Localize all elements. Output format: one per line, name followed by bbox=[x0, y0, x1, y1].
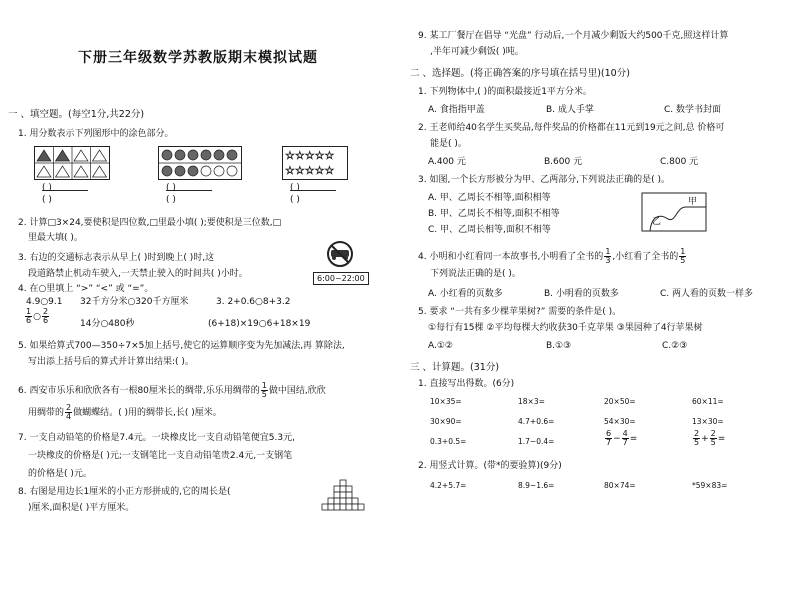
choice-5-option-a[interactable]: A.①② bbox=[428, 341, 453, 351]
q4-compare-5: 14分○480秒 bbox=[80, 319, 135, 329]
choice-5-option-b[interactable]: B.①③ bbox=[546, 341, 572, 351]
question-7-line-3: 的价格是( )元。 bbox=[28, 469, 92, 479]
vertical-calc-item: 8.9−1.6= bbox=[518, 481, 555, 490]
figure-triangles bbox=[34, 146, 110, 180]
calc-item: 30×90= bbox=[430, 417, 462, 426]
fraction-denominator: 3 bbox=[605, 256, 611, 265]
question-3-line-2: 段道路禁止机动车驶入,一天禁止驶入的时间共( )小时。 bbox=[28, 269, 248, 279]
choice-1-option-a[interactable]: A. 食指指甲盖 bbox=[428, 105, 485, 115]
fraction-denominator: 7 bbox=[622, 438, 628, 447]
sign-time-label: 6:00~22:00 bbox=[313, 272, 369, 285]
choice-2-line-1: 2. 王老师给40名学生买奖品,每件奖品的价格都在11元到19元之间,总 价格可 bbox=[418, 123, 725, 133]
calc-item: 13×30= bbox=[692, 417, 724, 426]
question-3-line-1: 3. 右边的交通标志表示从早上( )时到晚上( )时,这 bbox=[18, 253, 215, 263]
question-4: 4. 在○里填上 “>” “<” 或 “=”。 bbox=[18, 284, 154, 294]
svg-text:☆☆☆☆☆: ☆☆☆☆☆ bbox=[285, 149, 335, 162]
q1-blank-2-numerator[interactable]: ( ) bbox=[166, 183, 176, 193]
question-7-line-1: 7. 一支自动铅笔的价格是7.4元。一块橡皮比一支自动铅笔便宜5.3元, bbox=[18, 433, 295, 443]
fraction-numerator: 2 bbox=[710, 429, 716, 438]
fraction-denominator: 6 bbox=[26, 316, 32, 325]
choice-3-option-b[interactable]: B. 甲、乙周长不相等,面积不相等 bbox=[428, 209, 560, 219]
fraction-bar bbox=[166, 190, 212, 191]
question-8-line-1: 8. 右图是用边长1厘米的小正方形拼成的,它的周长是( bbox=[18, 487, 231, 497]
fraction-two-fourths bbox=[65, 404, 72, 421]
q1-blank-1-denominator[interactable]: ( ) bbox=[42, 195, 52, 205]
question-9-line-1: 9. 某工厂餐厅在倡导 “光盘” 行动后,一个月减少剩饭大约500千克,照这样计算 bbox=[418, 31, 729, 41]
fraction-denominator: 5 bbox=[694, 438, 700, 447]
question-9-line-2: ,半年可减少剩饭( )吨。 bbox=[430, 47, 524, 57]
calc-item: 54×30= bbox=[604, 417, 636, 426]
choice-2-line-2: 能是( )。 bbox=[430, 139, 467, 149]
fraction-numerator: 1 bbox=[605, 247, 611, 256]
question-6-line-2 bbox=[28, 404, 222, 421]
section-fill-in-title: 一 、填空题。(每空1分,共22分) bbox=[8, 109, 145, 120]
choice-4-option-c[interactable]: C. 两人看的页数一样多 bbox=[660, 289, 754, 299]
question-5-line-2: 写出添上括号后的算式并计算出结果:( )。 bbox=[28, 357, 194, 367]
fraction-denominator: 5 bbox=[710, 438, 716, 447]
fraction-bar bbox=[290, 190, 336, 191]
question-8-line-2: )厘米,面积是( )平方厘米。 bbox=[28, 503, 135, 513]
fraction-numerator: 2 bbox=[42, 307, 49, 316]
choice-3-option-a[interactable]: A. 甲、乙周长不相等,面积相等 bbox=[428, 193, 551, 203]
calc-1-title: 1. 直接写出得数。(6分) bbox=[418, 379, 515, 389]
choice-1-option-c[interactable]: C. 数学书封面 bbox=[664, 105, 722, 115]
choice-5-line-1: 5. 要求 “一共有多少棵苹果树?” 需要的条件是( )。 bbox=[418, 307, 622, 317]
c4-text-b: ,小红看了全书的 bbox=[612, 252, 679, 262]
q6-text-d: 做蝴蝶结。( )用的绸带长,长( )厘米。 bbox=[73, 408, 222, 418]
choice-4-option-b[interactable]: B. 小明看的页数多 bbox=[544, 289, 619, 299]
section-choice-title: 二 、选择题。(将正确答案的序号填在括号里)(10分) bbox=[410, 68, 630, 79]
question-2-line-1: 2. 计算□3×24,要使积是四位数,□里最小填( );要使积是三位数,□ bbox=[18, 218, 282, 228]
q1-blank-1-numerator[interactable]: ( ) bbox=[42, 183, 52, 193]
choice-1-option-b[interactable]: B. 成人手掌 bbox=[546, 105, 594, 115]
fraction-numerator: 6 bbox=[606, 429, 612, 438]
choice-3-option-c[interactable]: C. 甲、乙周长相等,面积不相等 bbox=[428, 225, 551, 235]
q6-text-c: 用绸带的 bbox=[28, 408, 65, 418]
choice-2-option-b[interactable]: B.600 元 bbox=[544, 157, 583, 167]
figure-circles bbox=[158, 146, 242, 180]
region-label-yi: 乙 bbox=[652, 217, 662, 227]
fraction-numerator: 1 bbox=[26, 307, 32, 316]
fraction-numerator: 1 bbox=[261, 381, 267, 390]
fraction bbox=[710, 430, 717, 447]
q4-compare-2: 32千方分米○320千方厘米 bbox=[80, 297, 189, 307]
choice-4-option-a[interactable]: A. 小红看的页数多 bbox=[428, 289, 503, 299]
fraction-denominator: 5 bbox=[680, 256, 686, 265]
choice-2-option-a[interactable]: A.400 元 bbox=[428, 157, 466, 167]
q1-blank-3-numerator[interactable]: ( ) bbox=[290, 183, 300, 193]
calc-item: 18×3= bbox=[518, 397, 545, 406]
square-staircase-figure bbox=[322, 480, 370, 516]
fraction bbox=[622, 430, 629, 447]
calc-2-title: 2. 用竖式计算。(带*的要验算)(9分) bbox=[418, 461, 562, 471]
choice-4-line-1 bbox=[418, 248, 687, 265]
fraction-numerator: 2 bbox=[694, 429, 700, 438]
choice-3: 3. 如图,一个长方形被分为甲、乙两部分,下列说法正确的是( )。 bbox=[418, 175, 671, 185]
fraction-one-fifth bbox=[261, 382, 268, 399]
fraction-one-third bbox=[604, 248, 611, 265]
calc-item-fraction-subtract: $\frac{6}{7}$ − $\frac{4}{7}$ = bbox=[606, 429, 638, 447]
fraction-denominator: 5 bbox=[261, 390, 267, 399]
vertical-calc-item: 80×74= bbox=[604, 481, 636, 490]
q1-blank-3-denominator[interactable]: ( ) bbox=[290, 195, 300, 205]
q6-text-a: 6. 西安市乐乐和欣欣各有一根80厘米长的绸带,乐乐用绸带的 bbox=[18, 386, 260, 396]
fraction-one-sixth bbox=[25, 308, 32, 325]
vertical-calc-item: *59×83= bbox=[692, 481, 728, 490]
calc-item: 1.7−0.4= bbox=[518, 437, 555, 446]
question-7-line-2: 一块橡皮的价格是( )元;一支钢笔比一支自动铅笔贵2.4元,一支钢笔 bbox=[28, 451, 293, 461]
fraction-one-fifth bbox=[679, 248, 686, 265]
choice-5-option-c[interactable]: C.②③ bbox=[662, 341, 688, 351]
choice-1: 1. 下列物体中,( )的面积最接近1平方分米。 bbox=[418, 87, 592, 97]
question-2-line-2: 里最大填( )。 bbox=[28, 233, 83, 243]
fraction-denominator: 6 bbox=[42, 316, 49, 325]
q4-compare-4: $\frac{1}{6}$ ○ $\frac{2}{6}$ bbox=[26, 307, 49, 325]
calc-item: 20×50= bbox=[604, 397, 636, 406]
figure-stars bbox=[282, 146, 348, 180]
fraction-denominator: 4 bbox=[66, 412, 72, 421]
q6-text-b: 做中国结,欣欣 bbox=[268, 386, 326, 396]
choice-5-line-2: ①每行有15棵 ②平均每棵大约收获30千克苹果 ③果园种了4行苹果树 bbox=[428, 323, 703, 333]
fraction-two-sixths bbox=[42, 308, 49, 325]
fraction bbox=[693, 430, 700, 447]
fraction-numerator: 4 bbox=[622, 429, 628, 438]
choice-2-option-c[interactable]: C.800 元 bbox=[660, 157, 699, 167]
calc-item-fraction-add: $\frac{2}{5}$ + $\frac{2}{5}$ = bbox=[694, 429, 726, 447]
page-title: 下册三年级数学苏教版期末模拟试题 bbox=[78, 50, 318, 66]
section-calc-title: 三 、计算题。(31分) bbox=[410, 362, 500, 373]
vertical-calc-item: 4.2+5.7= bbox=[430, 481, 467, 490]
q4-compare-3: 3. 2+0.6○8+3.2 bbox=[216, 297, 291, 307]
region-label-jia: 甲 bbox=[688, 197, 698, 207]
c4-text-a: 4. 小明和小红看同一本故事书,小明看了全书的 bbox=[418, 252, 604, 262]
calc-item: 60×11= bbox=[692, 397, 724, 406]
fraction-denominator: 7 bbox=[606, 438, 612, 447]
question-6-line-1 bbox=[18, 382, 326, 399]
fraction bbox=[605, 430, 612, 447]
question-1: 1. 用分数表示下列图形中的涂色部分。 bbox=[18, 129, 174, 139]
q4-compare-1: 4.9○9.1 bbox=[26, 297, 63, 307]
choice-4-line-2: 下列说法正确的是( )。 bbox=[430, 269, 521, 279]
calc-item: 10×35= bbox=[430, 397, 462, 406]
svg-text:☆☆☆☆☆: ☆☆☆☆☆ bbox=[285, 164, 335, 177]
q4-compare-6: (6+18)×19○6+18×19 bbox=[208, 319, 311, 329]
question-5-line-1: 5. 如果给算式700—350÷7×5加上括号,使它的运算顺序变为先加减法,再 算除法, bbox=[18, 341, 345, 351]
calc-item: 0.3+0.5= bbox=[430, 437, 467, 446]
fraction-numerator: 1 bbox=[680, 247, 686, 256]
fraction-numerator: 2 bbox=[66, 403, 72, 412]
q1-blank-2-denominator[interactable]: ( ) bbox=[166, 195, 176, 205]
calc-item: 4.7+0.6= bbox=[518, 417, 555, 426]
fraction-bar bbox=[42, 190, 88, 191]
